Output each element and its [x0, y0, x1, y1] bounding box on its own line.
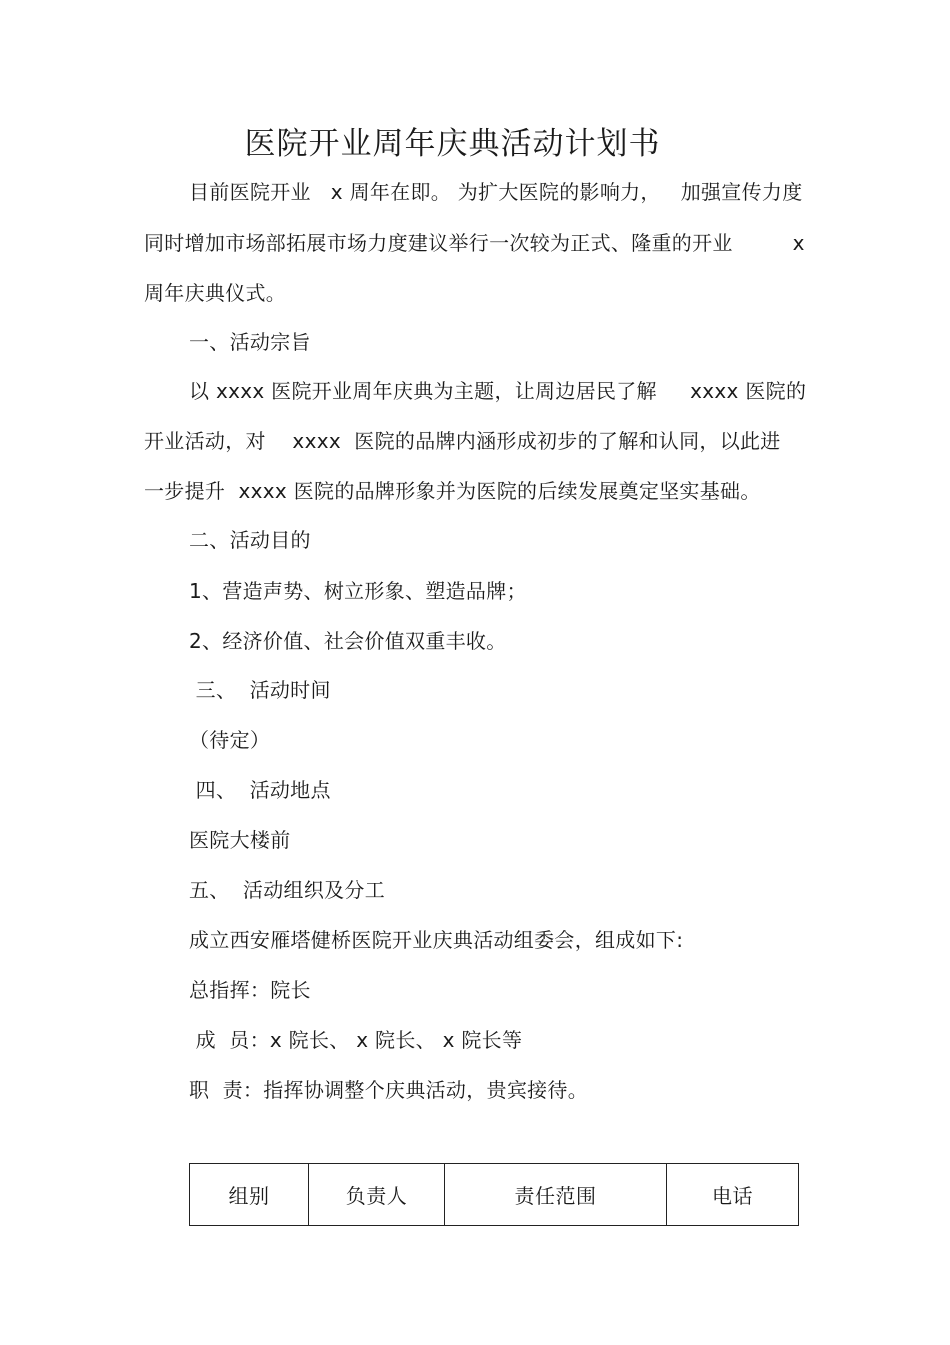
table-header-scope: 责任范围	[445, 1164, 667, 1226]
section-5-line-1: 成立西安雁塔健桥医院开业庆典活动组委会，组成如下:	[189, 928, 684, 952]
section-5-line-2: 总指挥：院长	[189, 978, 311, 1002]
section-2-item-2: 2、经济价值、社会价值双重丰收。	[189, 629, 507, 653]
section-5-heading: 五、 活动组织及分工	[189, 878, 386, 902]
table-header-leader: 负责人	[309, 1164, 445, 1226]
section-1-line-3: 一步提升 xxxx 医院的品牌形象并为医院的后续发展奠定坚实基础。	[144, 479, 761, 503]
intro-line-3: 周年庆典仪式。	[144, 281, 287, 305]
document-title: 医院开业周年庆典活动计划书	[244, 126, 661, 162]
table-header-row	[190, 1164, 799, 1226]
section-1-heading: 一、活动宗旨	[189, 330, 311, 354]
section-1-line-1: 以 xxxx 医院开业周年庆典为主题，让周边居民了解 xxxx 医院的	[189, 379, 807, 403]
section-3-heading: 三、 活动时间	[189, 678, 331, 702]
section-2-item-1: 1、营造声势、树立形象、塑造品牌；	[189, 579, 527, 603]
section-4-heading: 四、 活动地点	[189, 778, 331, 802]
organization-table	[189, 1163, 799, 1226]
section-3-body: （待定）	[189, 728, 271, 752]
intro-line-1: 目前医院开业 x 周年在即。 为扩大医院的影响力， 加强宣传力度	[189, 180, 803, 204]
section-1-line-2: 开业活动，对 xxxx 医院的品牌内涵形成初步的了解和认同，以此进	[144, 429, 781, 453]
section-4-body: 医院大楼前	[189, 828, 291, 852]
section-5-line-3: 成 员：x 院长、 x 院长、 x 院长等	[189, 1028, 523, 1052]
table-header-group: 组别	[190, 1164, 309, 1226]
table-header-phone: 电话	[667, 1164, 799, 1226]
section-5-line-4: 职 责：指挥协调整个庆典活动，贵宾接待。	[189, 1078, 589, 1102]
intro-line-2: 同时增加市场部拓展市场力度建议举行一次较为正式、隆重的开业 x	[144, 231, 805, 255]
section-2-heading: 二、活动目的	[189, 528, 311, 552]
